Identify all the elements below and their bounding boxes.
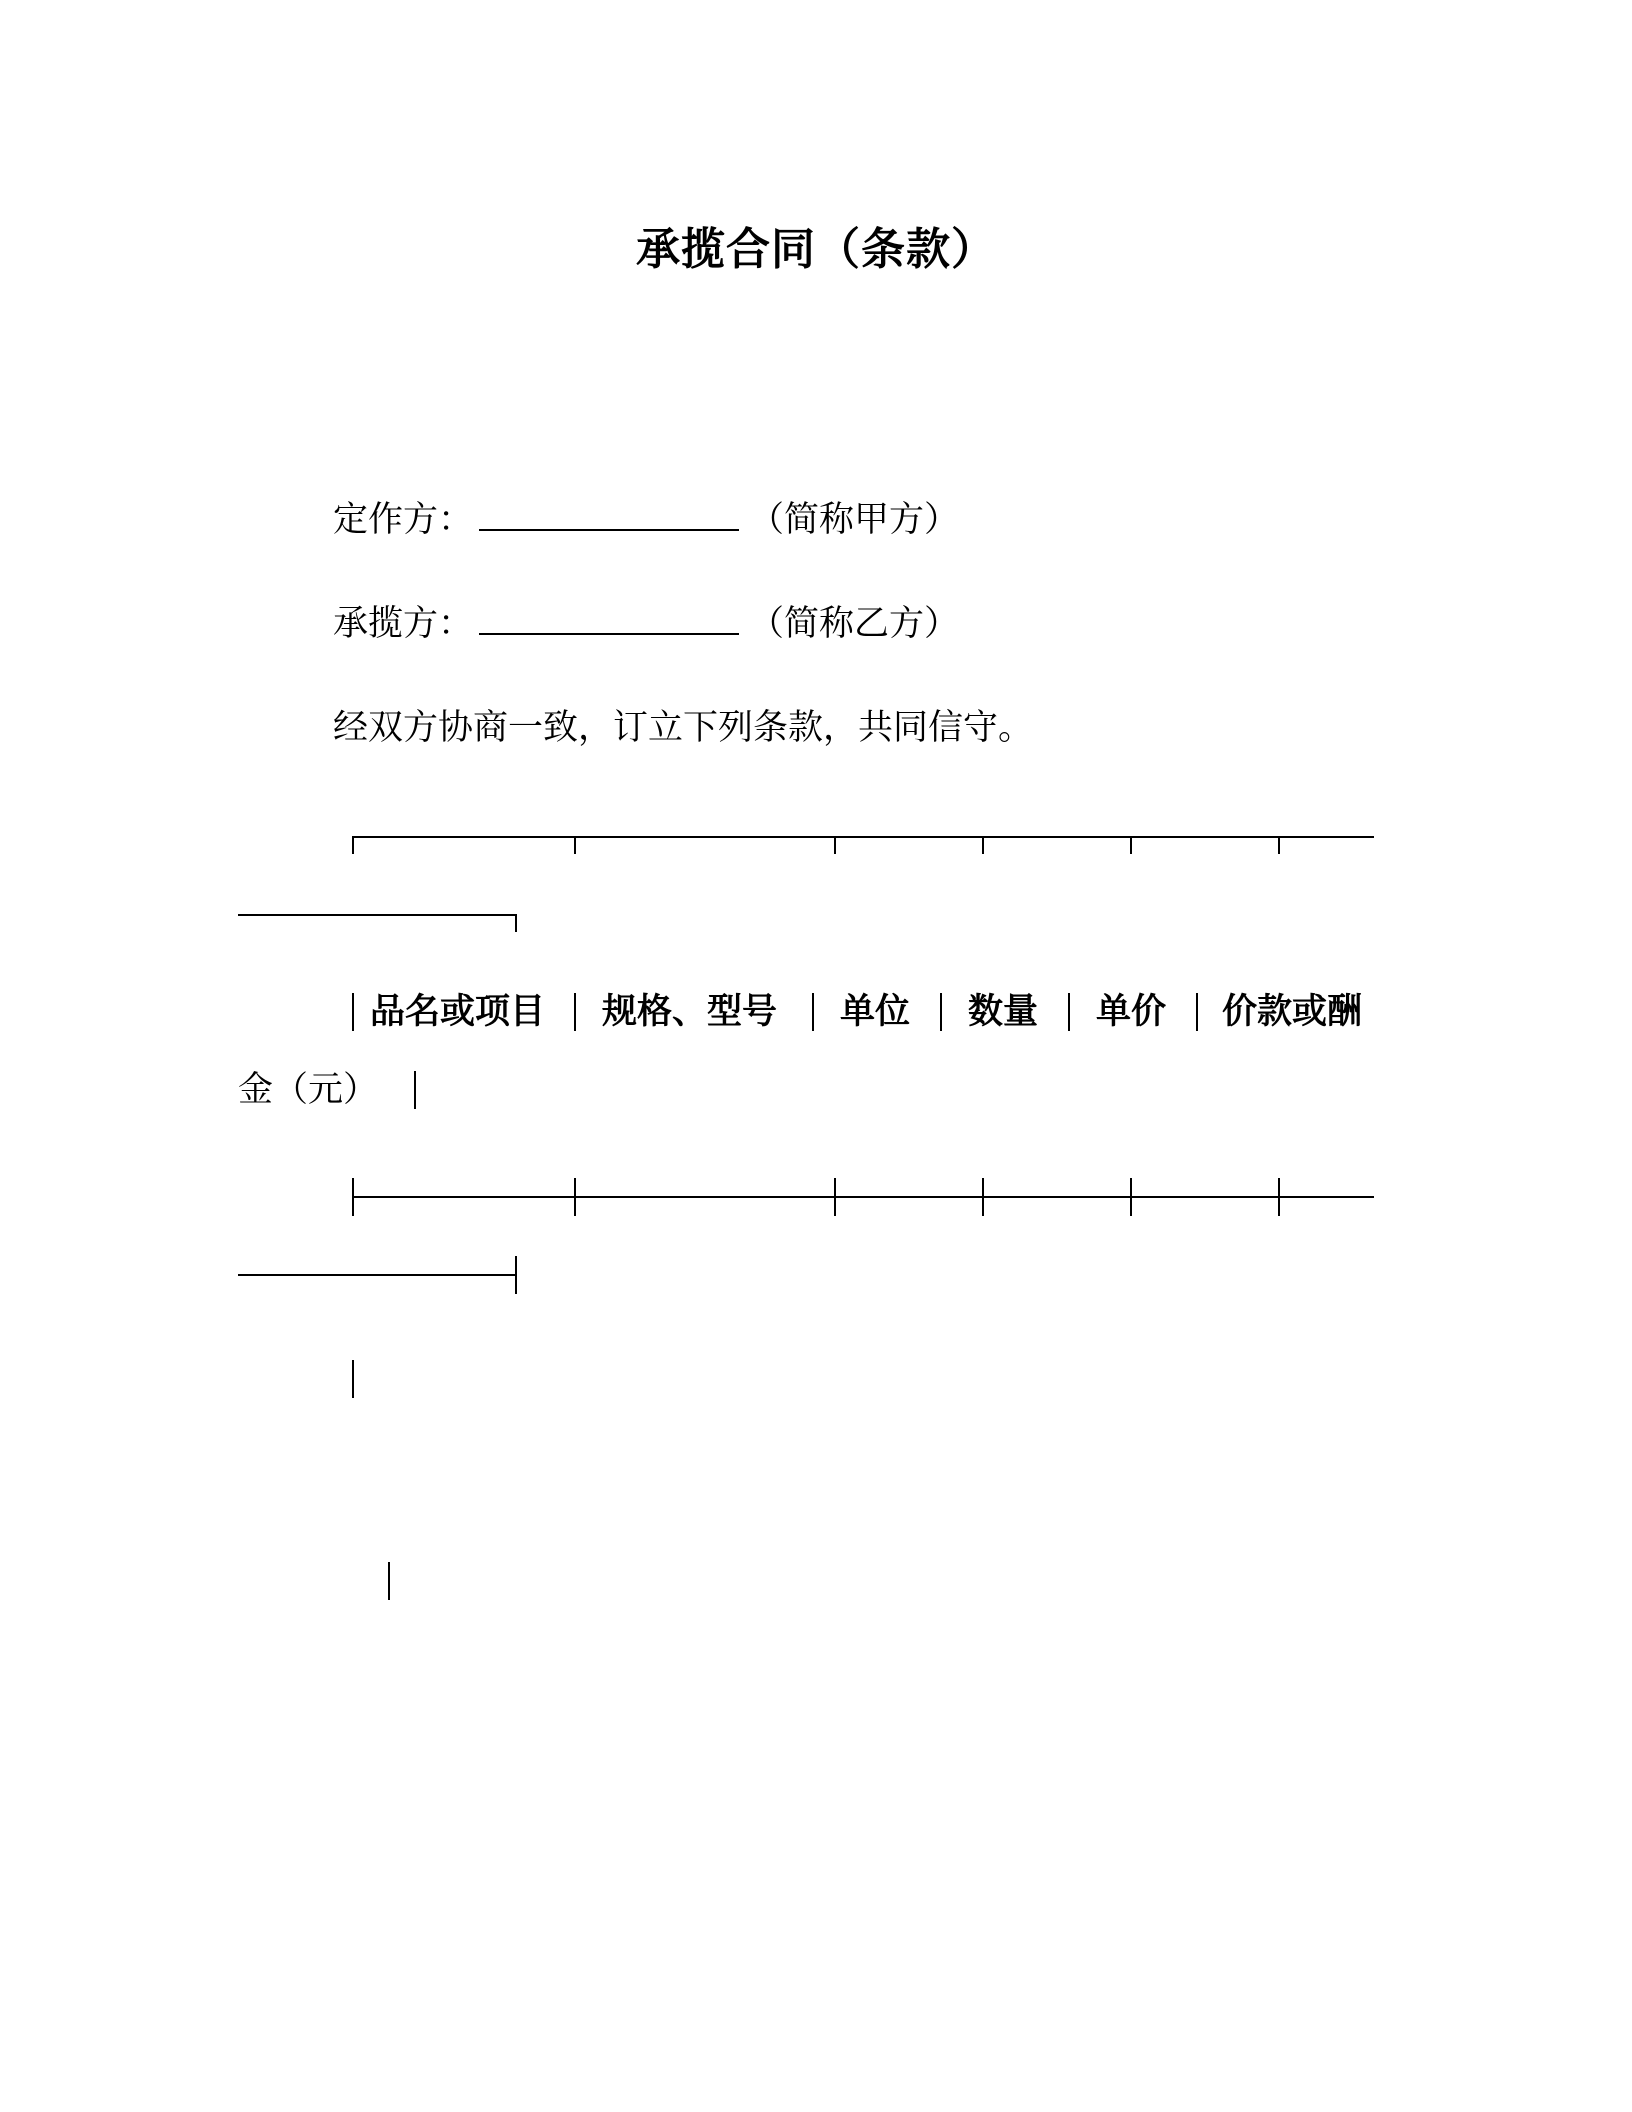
header-cell-amount: 价款或酬: [1222, 992, 1363, 1032]
body-cell-separator: [388, 1562, 390, 1600]
party-b-line: [333, 602, 959, 646]
header-separator: [1196, 993, 1198, 1031]
header-cell-quantity: 数量: [968, 992, 1039, 1032]
row-border-tick: [515, 1256, 517, 1294]
table-top-border-wrap: [238, 914, 516, 916]
row-border-tick: [352, 1178, 354, 1216]
header-cell-item: 品名或项目: [370, 992, 546, 1032]
intro-paragraph: 经双方协商一致，订立下列条款，共同信守。: [333, 708, 1034, 748]
header-separator: [1068, 993, 1070, 1031]
row-border-tick: [982, 1178, 984, 1216]
header-separator: [940, 993, 942, 1031]
table-top-border: [352, 836, 1374, 838]
table-top-tick: [834, 836, 836, 854]
body-cell-separator: [352, 1360, 354, 1398]
row-border-tick: [1130, 1178, 1132, 1216]
table-top-tick: [352, 836, 354, 854]
party-b-blank[interactable]: [479, 603, 739, 635]
row-border-tick: [1278, 1178, 1280, 1216]
document-title: 承揽合同（条款）: [636, 224, 996, 275]
header-cell-unit-price: 单价: [1096, 992, 1167, 1032]
party-a-label: 定作方：: [333, 500, 474, 540]
table-top-tick: [982, 836, 984, 854]
header-separator: [574, 993, 576, 1031]
header-separator: [812, 993, 814, 1031]
table-top-tick: [1130, 836, 1132, 854]
table-row-border: [352, 1196, 1374, 1198]
header-cell-amount-wrap: 金（元）: [238, 1070, 379, 1110]
header-separator: [414, 1071, 416, 1109]
party-a-line: [333, 498, 959, 542]
party-a-blank[interactable]: [479, 499, 739, 531]
header-separator: [352, 993, 354, 1031]
table-top-tick: [574, 836, 576, 854]
party-a-suffix: （简称甲方）: [749, 500, 960, 540]
header-cell-spec: 规格、型号: [602, 992, 778, 1032]
table-top-tick: [515, 914, 517, 932]
table-row-border-wrap: [238, 1274, 516, 1276]
header-cell-unit: 单位: [840, 992, 911, 1032]
party-b-label: 承揽方：: [333, 604, 474, 644]
table-top-tick: [1278, 836, 1280, 854]
row-border-tick: [574, 1178, 576, 1216]
row-border-tick: [834, 1178, 836, 1216]
party-b-suffix: （简称乙方）: [749, 604, 960, 644]
